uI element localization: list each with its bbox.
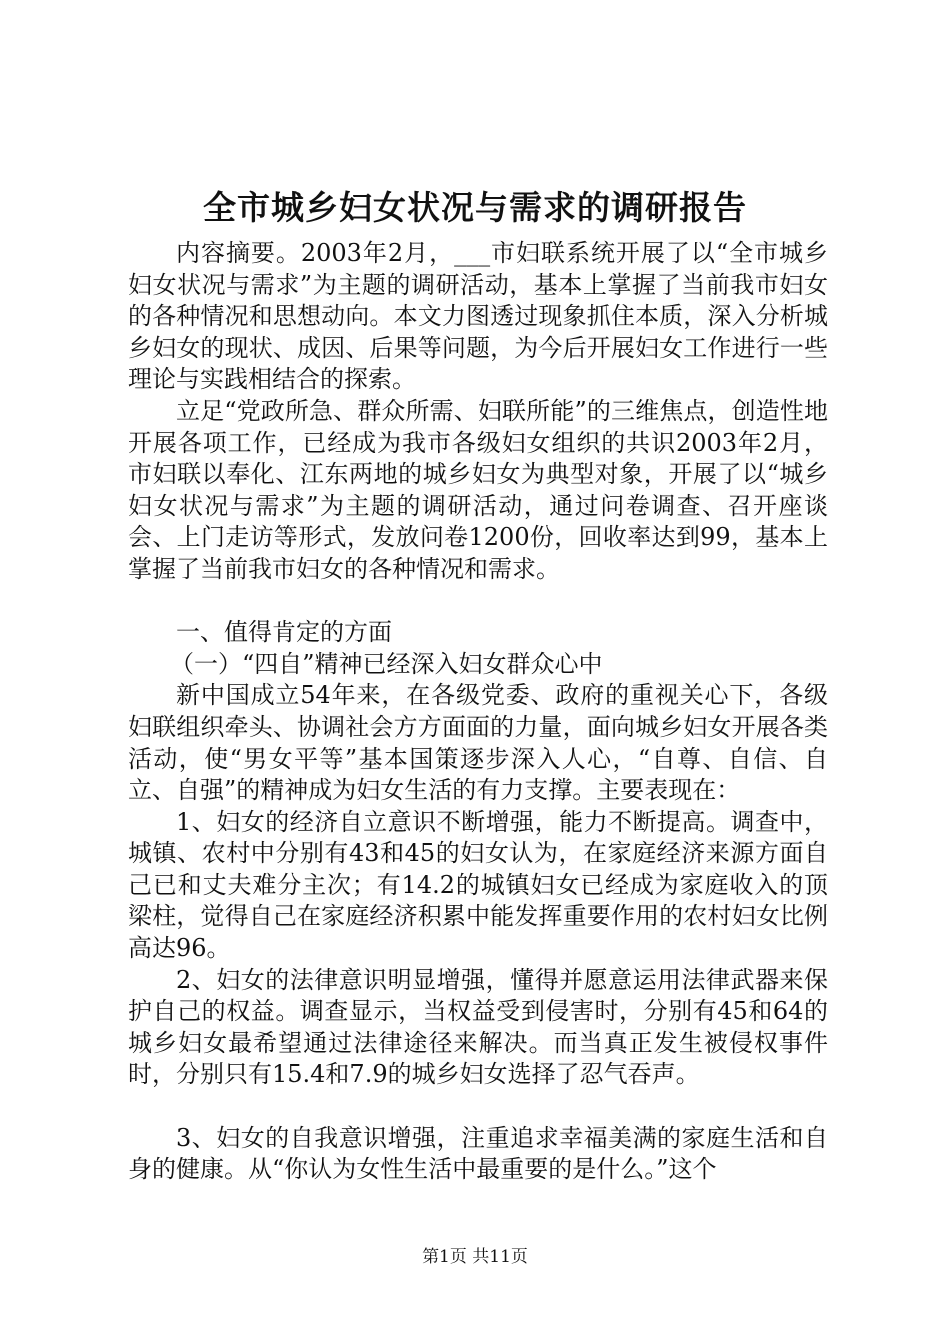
intro-paragraph: 立足“党政所急、群众所需、妇联所能”的三维焦点，创造性地开展各项工作，已经成为我市各级妇女组织的共识2003年2月，市妇联以奉化、江东两地的城乡妇女为典型对象，开展了以“城乡妇女状况与需求”为主题的调研活动，通过问卷调查、召开座谈会、上门走访等形式，发放问卷1200份，回收率达到99，基本上掌握了当前我市妇女的各种情况和需求。 <box>128 396 828 583</box>
background-paragraph: 新中国成立54年来，在各级党委、政府的重视关心下，各级妇联组织牵头、协调社会方方面面的力量，面向城乡妇女开展各类活动，使“男女平等”基本国策逐步深入人心，“自尊、自信、自立、自强”的精神成为妇女生活的有力支撑。主要表现在： <box>128 681 828 805</box>
abstract-paragraph: 内容摘要。2003年2月，___市妇联系统开展了以“全市城乡妇女状况与需求”为主题的调研活动，基本上掌握了当前我市妇女的各种情况和思想动向。本文力图透过现象抓住本质，深入分析城乡妇女的现状、成因、后果等问题，为今后开展妇女工作进行一些理论与实践相结合的探索。 <box>128 239 828 394</box>
subsection-heading: （一）“四自”精神已经深入妇女群众心中 <box>170 649 603 678</box>
section-heading: 一、值得肯定的方面 <box>176 618 392 647</box>
blank-line <box>128 586 828 618</box>
blank-line <box>128 1091 828 1123</box>
page-footer: 第1页 共11页 <box>422 1247 528 1267</box>
document-body <box>128 238 828 1186</box>
item-1-paragraph: 1、妇女的经济自立意识不断增强，能力不断提高。调查中，城镇、农村中分别有43和45的妇女认为，在家庭经济来源方面自己已和丈夫难分主次；有14.2的城镇妇女已经成为家庭收入的顶梁柱，觉得自己在家庭经济积累中能发挥重要作用的农村妇女比例高达96。 <box>128 807 828 963</box>
item-3-paragraph: 3、妇女的自我意识增强，注重追求幸福美满的家庭生活和自身的健康。从“你认为女性生活中最重要的是什么。”这个 <box>128 1123 828 1184</box>
document-title: 全市城乡妇女状况与需求的调研报告 <box>203 188 747 227</box>
item-2-paragraph: 2、妇女的法律意识明显增强，懂得并愿意运用法律武器来保护自己的权益。调查显示，当权益受到侵害时，分别有45和64的城乡妇女最希望通过法律途径来解决。而当真正发生被侵权事件时，分别只有15.4和7.9的城乡妇女选择了忍气吞声。 <box>128 965 828 1089</box>
